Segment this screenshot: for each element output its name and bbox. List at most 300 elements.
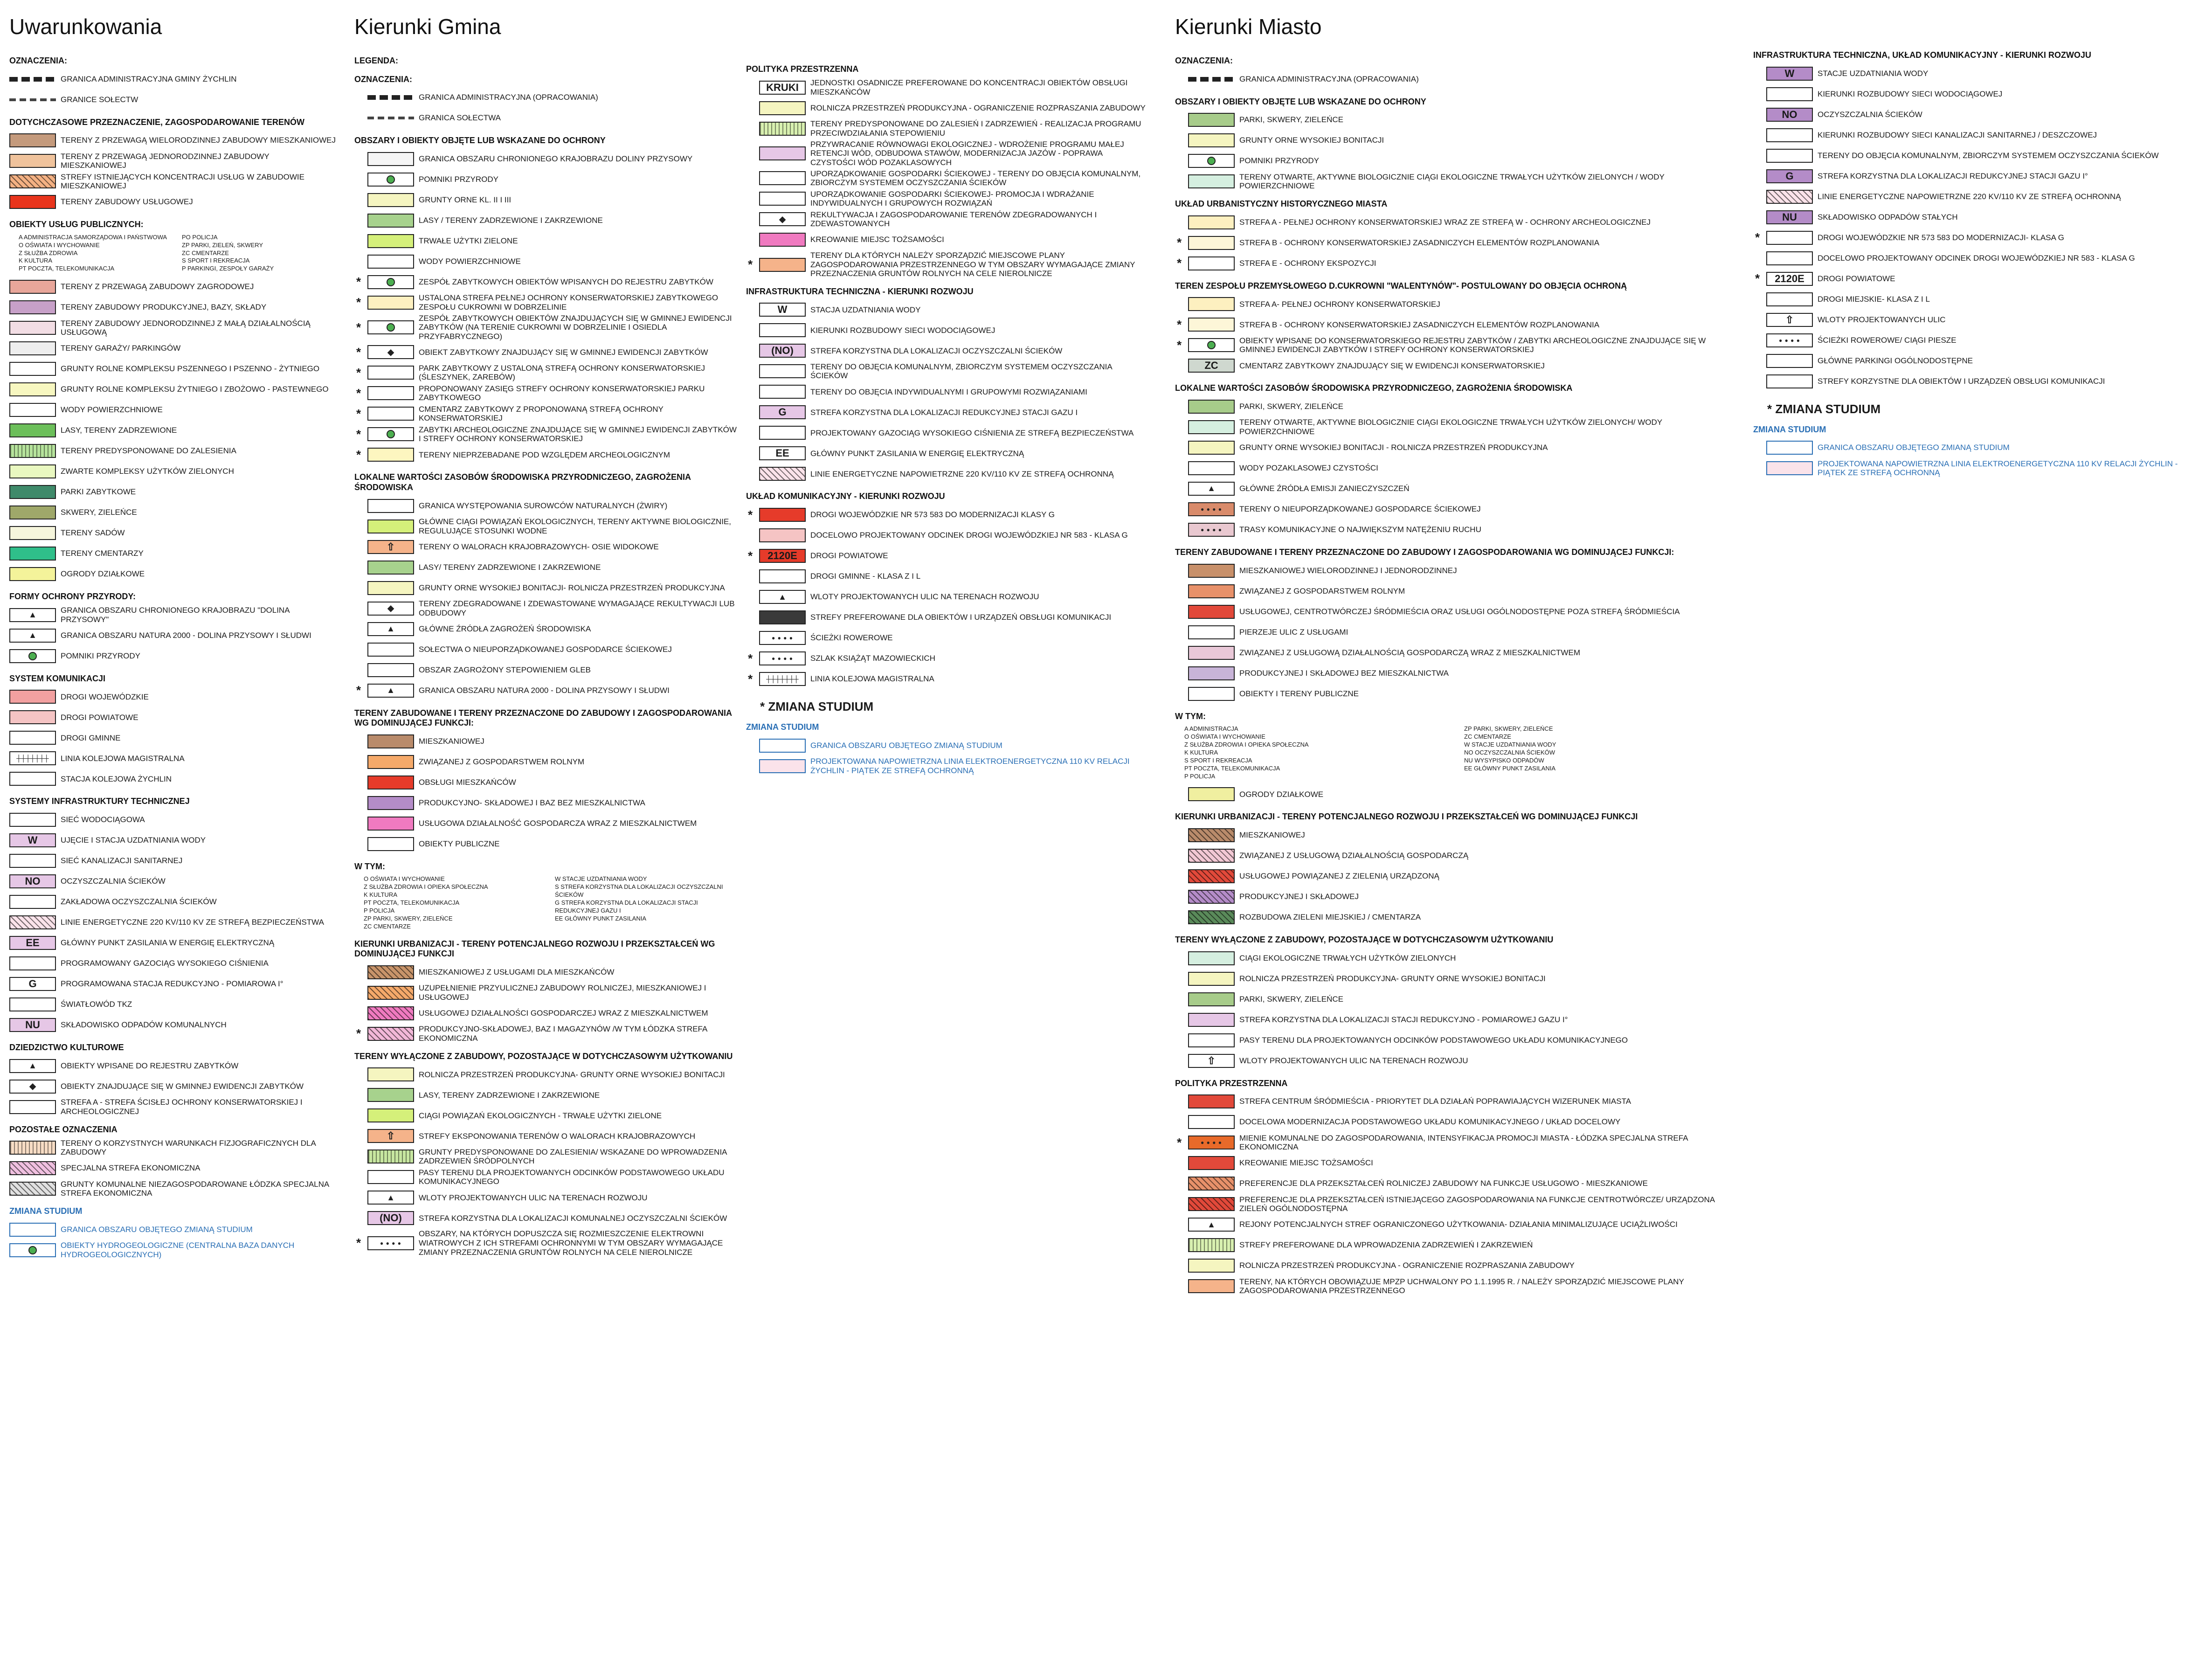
zmiana-studium-note: * ZMIANA STUDIUM xyxy=(760,699,874,714)
legend-label: SIEĆ WODOCIĄGOWA xyxy=(61,815,145,824)
legend-label: ŚCIEŻKI ROWEROWE/ CIĄGI PIESZE xyxy=(1818,335,1956,345)
legend-sections xyxy=(1175,56,1735,1295)
legend-label: WODY POZAKLASOWEJ CZYSTOŚCI xyxy=(1239,464,1378,473)
legend-label: PROPONOWANY ZASIĘG STREFY OCHRONY KONSERWATORSKIEJ PARKU ZABYTKOWEGO xyxy=(419,384,705,402)
legend-item xyxy=(9,954,336,973)
legend-item xyxy=(1175,1277,1735,1295)
legend-item xyxy=(1753,167,2201,186)
change-star-icon: * xyxy=(747,257,753,272)
legend-label: STREFY EKSPONOWANIA TERENÓW O WALORACH KRAJOBRAZOWYCH xyxy=(419,1131,696,1141)
abbreviation-entry: NO OCZYSZCZALNIA ŚCIEKÓW xyxy=(1464,748,1555,756)
legend-label: DOCELOWO PROJEKTOWANY ODCINEK DROGI WOJEWÓDZKIEJ NR 583 - KLASA G xyxy=(1818,253,2135,263)
legend-label: TRASY KOMUNIKACYJNE O NAJWIĘKSZYM NATĘŻENIU RUCHU xyxy=(1239,525,1481,534)
legend-item xyxy=(9,503,336,522)
legend-label: TERENY NIEPRZEBADANE POD WZGLĘDEM ARCHEOLOGICZNYM xyxy=(419,450,671,459)
legend-item xyxy=(354,343,737,361)
section-heading: TERENY ZABUDOWANE I TERENY PRZEZNACZONE DO ZABUDOWY I ZAGOSPODAROWANIA WG DOMINUJĄCEJ FUNKCJI: xyxy=(354,708,732,728)
section-heading: UKŁAD KOMUNIKACYJNY - KIERUNKI ROZWOJU xyxy=(746,492,945,501)
legend-label: SZLAK KSIĄŻĄT MAZOWIECKICH xyxy=(810,654,935,663)
legend-item xyxy=(746,649,1147,668)
legend-symbol-icon xyxy=(367,117,414,119)
legend-item xyxy=(1175,561,1735,580)
legend-item xyxy=(1175,1256,1735,1275)
abbreviation-entry: PT POCZTA, TELEKOMUNIKACJA xyxy=(19,265,115,272)
section-heading: OZNACZENIA: xyxy=(1175,56,1233,65)
legend-item xyxy=(1753,187,2201,206)
abbreviation-entry: ZC CMENTARZE xyxy=(1464,733,1511,741)
legend-item xyxy=(746,189,1147,208)
legend-item xyxy=(1175,438,1735,457)
legend-item xyxy=(1753,105,2201,124)
legend-label: CIĄGI POWIĄZAŃ EKOLOGICZNYCH - TRWAŁE UŻYTKI ZIELONE xyxy=(419,1111,662,1120)
legend-symbol-icon xyxy=(1188,992,1235,1006)
legend-item xyxy=(1175,111,1735,129)
legend-item xyxy=(9,893,336,911)
section-heading: KIERUNKI URBANIZACJI - TERENY POTENCJALNEGO ROZWOJU I PRZEKSZTAŁCEŃ WG DOMINUJĄCEJ FUNKCJI xyxy=(1175,812,1638,822)
legend-label: PROJEKTOWANA NAPOWIETRZNA LINIA ELEKTROENERGETYCZNA 110 KV RELACJI ŻYCHLIN - PIĄTEK ZE STREFĄ OCHRONNĄ xyxy=(1818,459,2178,478)
legend-item xyxy=(1175,826,1735,845)
legend-item xyxy=(1175,397,1735,416)
legend-label: REJONY POTENCJALNYCH STREF OGRANICZONEGO UŻYTKOWANIA- DZIAŁANIA MINIMALIZUJĄCE UCIĄŻLIWOŚCI xyxy=(1239,1220,1678,1229)
change-star-icon: * xyxy=(356,683,361,698)
legend-label: DROGI GMINNE - KLASA Z I L xyxy=(810,572,921,581)
legend-label: PROGRAMOWANA STACJA REDUKCYJNO - POMIAROWA I° xyxy=(61,979,283,989)
legend-label: OBIEKTY HYDROGEOLOGICZNE (CENTRALNA BAZA DANYCH HYDROGEOLOGICZNYCH) xyxy=(61,1241,295,1259)
legend-label: DROGI POWIATOWE xyxy=(1818,274,1895,283)
legend-label: GRUNTY KOMUNALNE NIEZAGOSPODAROWANE ŁÓDZKA SPECJALNA STREFA EKONOMICZNA xyxy=(61,1179,329,1198)
legend-label: PROJEKTOWANA NAPOWIETRZNA LINIA ELEKTROENERGETYCZNA 110 KV RELACJI ŻYCHLIN - PIĄTEK ZE STREFĄ OCHRONNĄ xyxy=(810,757,1130,775)
section-heading: W TYM: xyxy=(1175,711,1206,721)
legend-item xyxy=(354,1106,737,1125)
legend-item xyxy=(1753,126,2201,145)
legend-item xyxy=(746,547,1147,565)
legend-symbol-icon xyxy=(367,173,414,187)
section-heading: KIERUNKI URBANIZACJI - TERENY POTENCJALNEGO ROZWOJU I PRZEKSZTAŁCEŃ WG DOMINUJĄCEJ FUNKCJI xyxy=(354,939,715,959)
legend-symbol-icon xyxy=(9,77,56,82)
legend-symbol-icon xyxy=(1188,1238,1235,1252)
abbreviation-entry: W STACJE UZDATNIANIA WODY xyxy=(555,875,647,883)
legend-symbol-icon xyxy=(367,796,414,810)
legend-label: ROLNICZA PRZESTRZEŃ PRODUKCYJNA - OGRANICZENIE ROZPRASZANIA ZABUDOWY xyxy=(1239,1261,1575,1270)
legend-symbol-icon xyxy=(1766,313,1813,327)
legend-symbol-icon xyxy=(1188,849,1235,863)
legend-item xyxy=(9,277,336,296)
legend-item xyxy=(1753,438,2201,457)
legend-label: GRANICA SOŁECTWA xyxy=(419,113,501,123)
legend-symbol-icon xyxy=(759,426,806,440)
legend-label: MIESZKANIOWEJ Z USŁUGAMI DLA MIESZKAŃCÓW xyxy=(419,968,615,977)
legend-item xyxy=(9,360,336,378)
legend-label: OCZYSZCZALNIA ŚCIEKÓW xyxy=(1818,110,1922,119)
abbreviation-entry: PT POCZTA, TELEKOMUNIKACJA xyxy=(364,899,460,907)
legend-label: ROZBUDOWA ZIELENI MIEJSKIEJ / CMENTARZA xyxy=(1239,913,1421,922)
legend-symbol-icon xyxy=(759,146,806,160)
legend-label: GRANICA ADMINISTRACYJNA GMINY ŻYCHLIN xyxy=(61,74,237,83)
legend-symbol-icon xyxy=(1188,420,1235,434)
legend-label: USŁUGOWEJ POWIĄZANEJ Z ZIELENIĄ URZĄDZONĄ xyxy=(1239,872,1439,881)
abbreviation-entry: P PARKINGI, ZESPOŁY GARAŻY xyxy=(182,265,274,272)
legend-item xyxy=(354,314,737,341)
legend-symbol-icon xyxy=(367,622,414,636)
change-star-icon: * xyxy=(747,651,753,665)
legend-label: WLOTY PROJEKTOWANYCH ULIC NA TERENACH ROZWOJU xyxy=(419,1193,648,1202)
legend-symbol-icon xyxy=(1188,605,1235,619)
legend-label: KIERUNKI ROZBUDOWY SIECI WODOCIĄGOWEJ xyxy=(810,325,995,335)
legend-item xyxy=(9,462,336,481)
legend-symbol-icon xyxy=(9,895,56,909)
legend-label: USŁUGOWA DZIAŁALNOŚĆ GOSPODARCZA WRAZ Z MIESZKALNICTWEM xyxy=(419,819,697,828)
legend-item xyxy=(354,273,737,291)
abbreviation-entry: O OŚWIATA I WYCHOWANIE xyxy=(19,241,100,249)
legend-label: DROGI GMINNE xyxy=(61,733,121,742)
legend-item xyxy=(9,913,336,932)
legend-item xyxy=(354,88,737,107)
change-star-icon: * xyxy=(1176,317,1182,332)
legend-label: TERENY ZABUDOWY USŁUGOWEJ xyxy=(61,197,193,207)
change-star-icon: * xyxy=(356,295,361,310)
legend-symbol-icon xyxy=(1188,1279,1235,1293)
legend-label: ŚWIATŁOWÓD TKZ xyxy=(61,1000,132,1009)
column-kierunki-gmina-2 xyxy=(746,0,1147,777)
legend-label: ROLNICZA PRZESTRZEŃ PRODUKCYJNA- GRUNTY ORNE WYSOKIEJ BONITACJI xyxy=(419,1070,725,1079)
legend-symbol-icon xyxy=(367,1006,414,1020)
legend-symbol-icon xyxy=(9,154,56,168)
legend-item xyxy=(354,773,737,792)
legend-item xyxy=(354,1229,737,1257)
legend-label: GŁÓWNY PUNKT ZASILANIA W ENERGIĘ ELEKTRYCZNĄ xyxy=(61,938,275,948)
legend-symbol-icon xyxy=(759,508,806,522)
abbreviation-entry: PO POLICJA xyxy=(182,233,218,241)
legend-symbol-icon xyxy=(1188,338,1235,352)
legend-symbol-icon xyxy=(9,1223,56,1237)
legend-label: WODY POWIERZCHNIOWE xyxy=(419,257,521,266)
legend-item xyxy=(1753,208,2201,227)
change-star-icon: * xyxy=(356,320,361,334)
legend-symbol-icon xyxy=(1766,441,1813,455)
legend-item xyxy=(746,210,1147,229)
legend-item xyxy=(1753,459,2201,478)
legend-symbol-icon xyxy=(1766,374,1813,388)
legend-label: GŁÓWNE CIĄGI POWIĄZAŃ EKOLOGICZNYCH, TERENY AKTYWNE BIOLOGICZNIE, REGULUJĄCE STOSUNKI WODNE xyxy=(419,517,732,535)
legend-label: TERENY DO OBJĘCIA INDYWIDUALNYMI I GRUPOWYMI ROZWIĄZANIAMI xyxy=(810,387,1087,396)
legend-label: GŁÓWNE ŹRÓDŁA ZAGROŻEŃ ŚRODOWISKA xyxy=(419,624,591,633)
legend-item xyxy=(746,526,1147,545)
legend-label: GRUNTY ORNE WYSOKIEJ BONITACJI xyxy=(1239,136,1384,145)
legend-item xyxy=(354,661,737,679)
section-heading: ZMIANA STUDIUM xyxy=(9,1206,83,1216)
legend-label: OBIEKTY ZNAJDUJĄCE SIĘ W GMINNEJ EWIDENCJI ZABYTKÓW xyxy=(61,1081,304,1091)
legend-label: TERENY GARAŻY/ PARKINGÓW xyxy=(61,344,181,353)
legend-item xyxy=(746,757,1147,776)
column-kierunki-gmina xyxy=(354,0,737,1259)
legend-item xyxy=(746,119,1147,138)
legend-item xyxy=(9,70,336,89)
legend-item xyxy=(1753,229,2201,247)
legend-label: PROGRAMOWANY GAZOCIĄG WYSOKIEGO CIŚNIENIA xyxy=(61,959,269,968)
legend-label: DROGI WOJEWÓDZKIE NR 573 583 DO MODERNIZACJI KLASY G xyxy=(810,510,1055,519)
abbreviation-entry: S SPORT I REKREACJA xyxy=(1184,756,1252,764)
legend-symbol-icon: EE xyxy=(9,936,56,950)
legend-label: PARKI, SKWERY, ZIELEŃCE xyxy=(1239,115,1343,125)
legend-item xyxy=(1175,949,1735,968)
legend-label: STREFA A - PEŁNEJ OCHRONY KONSERWATORSKIEJ WRAZ ZE STREFĄ W - OCHRONY ARCHEOLOGICZNEJ xyxy=(1239,218,1651,227)
legend-symbol-icon xyxy=(1766,149,1813,163)
legend-item xyxy=(1753,270,2201,288)
legend-symbol-icon xyxy=(9,690,56,704)
legend-item xyxy=(9,647,336,665)
legend-symbol-icon xyxy=(9,464,56,478)
legend-symbol-icon xyxy=(9,629,56,643)
legend-label: OBIEKTY WPISANE DO REJESTRU ZABYTKÓW xyxy=(61,1061,239,1070)
change-star-icon: * xyxy=(356,406,361,421)
legend-symbol-icon xyxy=(1188,215,1235,229)
legend-item xyxy=(1753,331,2201,350)
legend-symbol-icon xyxy=(9,608,56,622)
legend-label: GŁÓWNE ŹRÓDŁA EMISJI ZANIECZYSZCZEŃ xyxy=(1239,484,1410,493)
legend-symbol-icon xyxy=(9,280,56,294)
legend-label: PRODUKCYJNO-SKŁADOWEJ, BAZ I MAGAZYNÓW /W TYM ŁÓDZKA STREFA EKONOMICZNA xyxy=(419,1025,707,1043)
legend-item xyxy=(1175,582,1735,601)
legend-symbol-icon xyxy=(9,1182,56,1196)
abbreviation-entry: EE GŁÓWNY PUNKT ZASILANIA xyxy=(1464,764,1556,772)
legend-label: TERENY CMENTARZY xyxy=(61,549,144,558)
legend-item xyxy=(746,382,1147,401)
legend-item xyxy=(9,1241,336,1260)
legend-item xyxy=(1175,315,1735,334)
abbreviation-entry: Z SŁUŻBA ZDROWIA I OPIEKA SPOŁECZNA xyxy=(1184,741,1309,748)
change-star-icon: * xyxy=(356,365,361,380)
legend-label: LASY / TERENY ZADRZEWIONE I ZAKRZEWIONE xyxy=(419,216,603,225)
legend-item xyxy=(1175,70,1735,89)
legend-item xyxy=(1175,990,1735,1009)
legend-label: LASY, TERENY ZADRZEWIONE I ZAKRZEWIONE xyxy=(419,1090,600,1100)
legend-item xyxy=(354,1147,737,1166)
legend-item xyxy=(1175,1031,1735,1050)
legend-label: GRANICA OBSZARU OBJĘTEGO ZMIANĄ STUDIUM xyxy=(61,1225,253,1234)
legend-label: TRWAŁE UŻYTKI ZIELONE xyxy=(419,236,518,245)
legend-symbol-icon xyxy=(9,485,56,499)
legend-item xyxy=(746,140,1147,167)
legend-label: TERENY PREDYSPONOWANE DO ZALESIENIA xyxy=(61,446,236,456)
legend-item xyxy=(9,1220,336,1239)
legend-symbol-icon xyxy=(367,320,414,334)
legend-label: DOCELOWA MODERNIZACJA PODSTAWOWEGO UKŁADU KOMUNIKACYJNEGO / UKŁAD DOCELOWY xyxy=(1239,1117,1621,1127)
legend-label: GRUNTY ROLNE KOMPLEKSU ŻYTNIEGO I ZBOŻOWO - PASTEWNEGO xyxy=(61,385,329,394)
legend-symbol-icon xyxy=(9,997,56,1011)
legend-item xyxy=(354,1209,737,1227)
legend-label: OBIEKT ZABYTKOWY ZNAJDUJĄCY SIĘ W GMINNEJ EWIDENCJI ZABYTKÓW xyxy=(419,347,708,357)
section-heading: INFRASTRUKTURA TECHNICZNA - KIERUNKI ROZWOJU xyxy=(746,286,974,296)
legend-item xyxy=(1175,479,1735,498)
section-heading: OZNACZENIA: xyxy=(9,56,67,65)
legend-item xyxy=(9,565,336,583)
legend-label: SPECJALNA STREFA EKONOMICZNA xyxy=(61,1163,200,1173)
legend-label: GRANICA OBSZARU NATURA 2000 - DOLINA PRZYSOWY I SŁUDWI xyxy=(419,686,670,695)
abbreviation-entry: A ADMINISTRACJA SAMORZĄDOWA I PAŃSTWOWA xyxy=(19,233,167,241)
legend-symbol-icon xyxy=(367,296,414,310)
legend-label: TERENY, NA KTÓRYCH OBOWIĄZUJE MPZP UCHWALONY PO 1.1.1995 R. / NALEŻY SPORZĄDZIĆ MIEJSCOWE PLANY ZAGOSPODAROWANIA PRZESTRZENNEGO xyxy=(1239,1277,1684,1295)
legend-label: TERENY Z PRZEWAGĄ WIELORODZINNEJ ZABUDOWY MIESZKANIOWEJ xyxy=(61,136,336,145)
legend-item xyxy=(354,1004,737,1023)
legend-label: GŁÓWNE PARKINGI OGÓLNODOSTĘPNE xyxy=(1818,356,1973,365)
legend-symbol-icon xyxy=(9,321,56,335)
legend-symbol-icon xyxy=(367,755,414,769)
legend-item xyxy=(746,169,1147,187)
legend-label: OBSŁUGI MIESZKAŃCÓW xyxy=(419,778,516,787)
legend-item xyxy=(9,606,336,624)
abbreviation-entry: ZP PARKI, SKWERY, ZIELEŃCE xyxy=(1464,725,1553,733)
legend-item xyxy=(1175,1215,1735,1234)
legend-symbol-icon xyxy=(1188,461,1235,475)
legend-item xyxy=(9,172,336,191)
legend-item xyxy=(9,544,336,563)
legend-symbol-icon xyxy=(1188,1259,1235,1273)
legend-symbol-icon xyxy=(9,444,56,458)
legend-symbol-icon xyxy=(9,731,56,745)
legend-symbol-icon: NU xyxy=(9,1018,56,1032)
legend-label: LASY, TERENY ZADRZEWIONE xyxy=(61,426,177,435)
legend-symbol-icon xyxy=(9,382,56,396)
column-kierunki-miasto-2 xyxy=(1753,0,2201,479)
legend-label: GRANICA OBSZARU CHRONIONEGO KRAJOBRAZU "DOLINA PRZYSOWY" xyxy=(61,606,290,624)
legend-item xyxy=(746,251,1147,278)
legend-symbol-icon xyxy=(9,547,56,561)
legend-symbol-icon xyxy=(1188,972,1235,986)
legend-symbol-icon: W xyxy=(9,833,56,847)
legend-item xyxy=(1175,867,1735,886)
legend-item xyxy=(1175,131,1735,150)
legend-item xyxy=(9,1138,336,1157)
legend-label: ZWIĄZANEJ Z USŁUGOWĄ DZIAŁALNOŚCIĄ GOSPODARCZĄ WRAZ Z MIESZKALNICTWEM xyxy=(1239,648,1581,657)
legend-item xyxy=(354,835,737,853)
section-heading: OBIEKTY USŁUG PUBLICZNYCH: xyxy=(9,220,144,229)
zmiana-studium-section xyxy=(1753,425,2201,478)
legend-symbol-icon xyxy=(1188,828,1235,842)
legend-item xyxy=(354,363,737,382)
legend-symbol-icon xyxy=(1188,1156,1235,1170)
legend-label: DOCELOWO PROJEKTOWANY ODCINEK DROGI WOJEWÓDZKIEJ NR 583 - KLASA G xyxy=(810,531,1128,540)
legend-label: GRANICA WYSTĘPOWANIA SUROWCÓW NATURALNYCH (ŻWIRY) xyxy=(419,501,668,510)
legend-symbol-icon xyxy=(1188,1197,1235,1211)
legend-item xyxy=(354,599,737,618)
legend-label: STREFA KORZYSTNA DLA LOKALIZACJI REDUKCYJNEJ STACJI GAZU I xyxy=(810,408,1078,417)
legend-label: OGRODY DZIAŁKOWE xyxy=(1239,789,1324,799)
section-heading: LOKALNE WARTOŚCI ZASOBÓW ŚRODOWISKA PRZYRODNICZEGO, ZAGROŻENIA ŚRODOWISKA xyxy=(1175,383,1573,393)
legend-item xyxy=(1175,846,1735,865)
legend-symbol-icon xyxy=(1188,1177,1235,1191)
legend-label: SIEĆ KANALIZACJI SANITARNEJ xyxy=(61,856,183,866)
legend-item xyxy=(354,732,737,751)
legend-symbol-icon xyxy=(759,364,806,378)
legend-symbol-icon xyxy=(367,214,414,228)
legend-symbol-icon xyxy=(759,122,806,136)
legend-symbol-icon: NO xyxy=(1766,108,1813,122)
legend-item xyxy=(354,252,737,271)
legend-symbol-icon xyxy=(9,1161,56,1175)
legend-label: TERENY OTWARTE, AKTYWNE BIOLOGICZNIE CIĄGI EKOLOGICZNE TRWAŁYCH UŻYTKÓW ZIELONYCH / WODY POWIERZCHNIOWE xyxy=(1239,172,1665,191)
legend-item xyxy=(9,90,336,109)
zmiana-studium-note: * ZMIANA STUDIUM xyxy=(1767,402,1881,416)
legend-symbol-icon xyxy=(759,101,806,115)
legend-symbol-icon xyxy=(1766,128,1813,142)
legend-symbol-icon xyxy=(367,837,414,851)
legend-symbol-icon xyxy=(367,386,414,400)
legend-item xyxy=(746,588,1147,606)
legend-label: LINIE ENERGETYCZNE 220 KV/110 KV ZE STREFĄ BEZPIECZEŃSTWA xyxy=(61,918,324,927)
section-heading: UKŁAD URBANISTYCZNY HISTORYCZNEGO MIASTA xyxy=(1175,199,1388,209)
legend-item xyxy=(354,753,737,771)
legend-item xyxy=(1753,311,2201,329)
legend-label: ZAKŁADOWA OCZYSZCZALNIA ŚCIEKÓW xyxy=(61,897,217,907)
legend-symbol-icon xyxy=(1188,687,1235,701)
legend-item xyxy=(354,232,737,250)
legend-label: STREFA CENTRUM ŚRÓDMIEŚCIA - PRIORYTET DLA DZIAŁAŃ POPRAWIAJĄCYCH WIZERUNEK MIASTA xyxy=(1239,1097,1631,1106)
legend-label: CIĄGI EKOLOGICZNE TRWAŁYCH UŻYTKÓW ZIELONYCH xyxy=(1239,953,1456,963)
abbreviation-entry: O OŚWIATA I WYCHOWANIE xyxy=(364,875,445,883)
abbreviation-entry: ZC CMENTARZE xyxy=(364,922,411,930)
legend-label: STREFA B - OCHRONY KONSERWATORSKIEJ ZASADNICZYCH ELEMENTÓW ROZPLANOWANIA xyxy=(1239,320,1600,329)
legend-symbol-icon xyxy=(9,1243,56,1257)
legend-label: LASY/ TERENY ZADRZEWIONE I ZAKRZEWIONE xyxy=(419,562,601,572)
legend-symbol-icon xyxy=(9,403,56,417)
change-star-icon: * xyxy=(356,386,361,400)
legend-item xyxy=(354,1025,737,1043)
legend-label: POMNIKI PRZYRODY xyxy=(61,651,140,661)
legend-label: OCZYSZCZALNIA ŚCIEKÓW xyxy=(61,877,166,886)
legend-item xyxy=(1175,785,1735,803)
legend-label: USTALONA STREFA PEŁNEJ OCHRONY KONSERWATORSKIEJ ZABYTKOWEGO ZESPOŁU CUKROWNI W DOBRZELINIE xyxy=(419,293,719,312)
legend-label: PREFERENCJE DLA PRZEKSZTAŁCEŃ ISTNIEJĄCEGO ZAGOSPODAROWANIA NA FUNKCJE CENTROTWÓRCZE/ URZĄDZONA ZIELEŃ OGÓLNODOSTĘPNA xyxy=(1239,1195,1715,1213)
legend-label: PRODUKCYJNEJ I SKŁADOWEJ xyxy=(1239,892,1359,901)
legend-symbol-icon xyxy=(759,590,806,604)
legend-symbol-icon xyxy=(367,734,414,748)
legend-label: WODY POWIERZCHNIOWE xyxy=(61,405,163,415)
legend-label: GRUNTY ORNE KL. II I III xyxy=(419,195,512,204)
legend-item xyxy=(1175,602,1735,621)
legend-item xyxy=(9,442,336,460)
legend-item xyxy=(746,670,1147,688)
legend-symbol-icon xyxy=(367,152,414,166)
legend-item xyxy=(354,517,737,536)
legend-label: OBIEKTY I TERENY PUBLICZNE xyxy=(1239,689,1359,698)
legend-label: DROGI POWIATOWE xyxy=(810,551,888,561)
section-heading: LOKALNE WARTOŚCI ZASOBÓW ŚRODOWISKA PRZYRODNICZEGO, ZAGROŻENIA ŚRODOWISKA xyxy=(354,472,691,492)
legend-label: TERENY DO OBJĘCIA KOMUNALNYM, ZBIORCZYM SYSTEMEM OCZYSZCZANIA ŚCIEKÓW xyxy=(810,362,1112,381)
legend-label: ZWIĄZANEJ Z GOSPODARSTWEM ROLNYM xyxy=(1239,586,1405,596)
section-heading: POLITYKA PRZESTRZENNA xyxy=(1175,1078,1288,1088)
legend-item xyxy=(1175,152,1735,170)
abbreviation-entry: O OŚWIATA I WYCHOWANIE xyxy=(1184,733,1265,741)
section-heading: OZNACZENIA: xyxy=(354,74,412,84)
legend-item xyxy=(746,321,1147,339)
legend-item xyxy=(9,708,336,727)
legend-item xyxy=(9,298,336,317)
legend-symbol-icon: G xyxy=(9,977,56,991)
legend-item xyxy=(1175,418,1735,436)
legend-item xyxy=(9,852,336,870)
change-star-icon: * xyxy=(747,507,753,522)
legend-item xyxy=(1753,249,2201,268)
legend-label: STREFA KORZYSTNA DLA LOKALIZACJI REDUKCYJNEJ STACJI GAZU I° xyxy=(1818,171,2088,180)
section-heading: SYSTEMY INFRASTRUKTURY TECHNICZNEJ xyxy=(9,796,190,806)
legend-label: STREFA B - OCHRONY KONSERWATORSKIEJ ZASADNICZYCH ELEMENTÓW ROZPLANOWANIA xyxy=(1239,238,1600,247)
legend-item xyxy=(746,78,1147,97)
legend-label: STREFA KORZYSTNA DLA LOKALIZACJI STACJI REDUKCYJNO - POMIAROWEJ GAZU I° xyxy=(1239,1015,1568,1024)
legend-item xyxy=(1175,1174,1735,1193)
legend-symbol-icon xyxy=(367,448,414,462)
legend-item xyxy=(1175,213,1735,232)
abbreviation-entry: P POLICJA xyxy=(1184,772,1216,780)
